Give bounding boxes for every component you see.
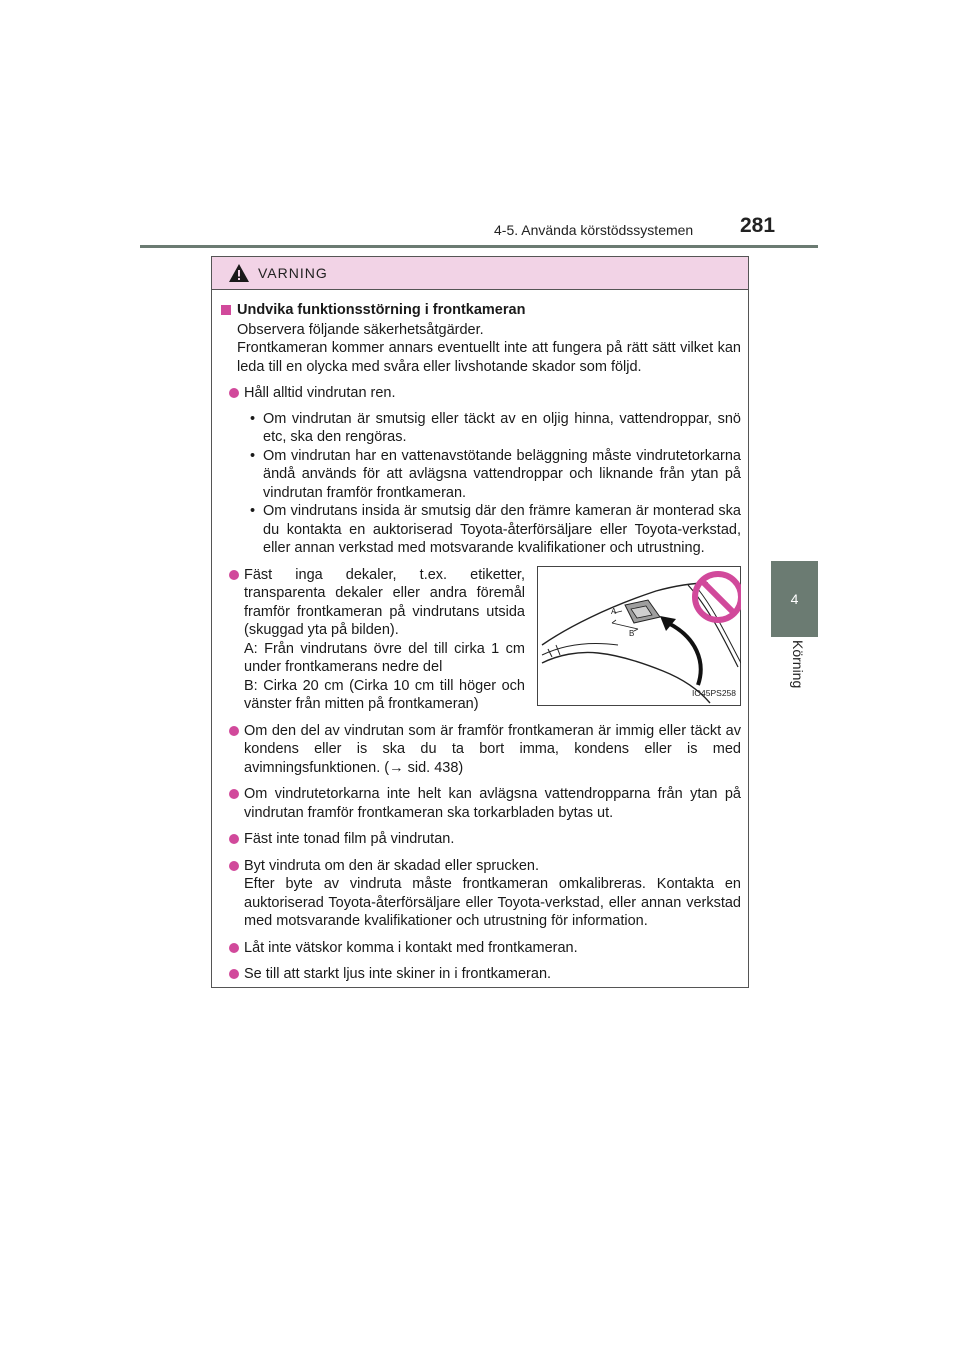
list-item xyxy=(221,384,741,403)
warning-heading xyxy=(221,301,741,320)
chapter-number: 4 xyxy=(790,591,799,607)
list-item-text xyxy=(244,566,525,714)
list-item-with-figure xyxy=(221,566,741,714)
figure-label-a: A xyxy=(611,606,617,616)
list-item xyxy=(221,857,741,931)
bullet-icon xyxy=(229,570,239,580)
item2-a-text: A: Från vindrutans övre del till cirka 1 cm under frontkamerans nedre del xyxy=(244,640,525,675)
sub-list-item xyxy=(250,410,741,447)
list-item xyxy=(221,965,741,984)
warning-label: VARNING xyxy=(258,265,328,281)
sub-list-item-text: Om vindrutans insida är smutsig där den främre kameran är monterad ska du kontakta en auktoriserad Toyota-återförsäljare eller Toyota-verkstad, eller annan verkstad med motsvarande kvalifikationer och utrustning. xyxy=(263,503,741,556)
heading-text: Undvika funktionsstörning i frontkameran xyxy=(237,302,526,318)
windshield-figure xyxy=(537,566,741,706)
header-divider xyxy=(140,245,818,248)
bullet-icon xyxy=(229,789,239,799)
item2-b-text: B: Cirka 20 cm (Cirka 10 cm till höger och vänster från mitten på frontkameran) xyxy=(244,677,525,712)
list-item xyxy=(221,830,741,849)
intro-text-2: Frontkameran kommer annars eventuellt inte att fungera på rätt sätt vilket kan leda till en olycka med svåra eller livshotande skador som följd. xyxy=(237,340,741,375)
item6-text: Byt vindruta om den är skadad eller sprucken. xyxy=(244,857,539,874)
square-bullet-icon xyxy=(221,305,231,315)
intro-text: Observera följande säkerhetsåtgärder. xyxy=(237,321,484,338)
chapter-tab[interactable] xyxy=(771,561,818,637)
bullet-icon xyxy=(229,726,239,736)
figure-code: IO45PS258 xyxy=(692,688,736,698)
bullet-icon xyxy=(229,943,239,953)
list-item-text: Fäst inte tonad film på vindrutan. xyxy=(244,831,455,847)
item6-b-text: Efter byte av vindruta måste frontkameran omkalibreras. Kontakta en auktoriserad Toyota-återförsäljare eller Toyota-verkstad, eller annan verkstad med motsvarande kvalifikationer och utrustning för information. xyxy=(244,876,741,929)
sub-list-item-text: Om vindrutan har en vattenavstötande beläggning måste vindrutetorkarna ändå används för att avlägsna vattendroppar och liknande från ytan på vindrutan framför frontkameran. xyxy=(263,447,741,501)
figure-label-b: B xyxy=(629,628,635,638)
list-item-text: Håll alltid vindrutan ren. xyxy=(244,385,396,401)
sub-bullet: • xyxy=(250,447,256,464)
chapter-label: Körning xyxy=(790,640,806,689)
list-item xyxy=(221,722,741,778)
page-number: 281 xyxy=(740,214,776,237)
list-item xyxy=(221,939,741,958)
warning-content xyxy=(221,301,741,984)
list-item-text xyxy=(244,857,741,931)
item2-text: Fäst inga dekaler, t.ex. etiketter, transparenta dekaler eller andra föremål framför frontkameran på vindrutans utsida (skuggad yta på bilden). xyxy=(244,566,525,638)
sub-list xyxy=(221,410,741,558)
bullet-icon xyxy=(229,388,239,398)
warning-box xyxy=(211,256,749,988)
bullet-icon xyxy=(229,834,239,844)
section-title: 4-5. Använda körstödssystemen xyxy=(494,222,694,238)
sub-list-item xyxy=(250,447,741,503)
sub-list-item xyxy=(250,502,741,558)
warning-icon xyxy=(228,263,250,283)
list-item-text: Se till att starkt ljus inte skiner in i frontkameran. xyxy=(244,966,552,982)
bullet-icon xyxy=(229,969,239,979)
list-item-text: Om den del av vindrutan som är framför frontkameran är immig eller täckt av kondens eller is ska du ta bort imma, kondens eller is med avimningsfunktionen. (→ sid. 438) xyxy=(244,722,741,776)
list-item xyxy=(221,785,741,822)
sub-bullet: • xyxy=(250,503,256,519)
sub-list-item-text: Om vindrutan är smutsig eller täckt av en oljig hinna, vattendroppar, snö etc, ska den rengöras. xyxy=(263,410,741,445)
sub-bullet: • xyxy=(250,410,256,427)
list-item-text: Låt inte vätskor komma i kontakt med frontkameran. xyxy=(244,939,578,956)
bullet-icon xyxy=(229,861,239,871)
list-item-text: Om vindrutetorkarna inte helt kan avlägsna vattendropparna från ytan på vindrutan framför frontkameran ska torkarbladen bytas ut. xyxy=(244,786,741,821)
warning-header xyxy=(212,257,748,290)
